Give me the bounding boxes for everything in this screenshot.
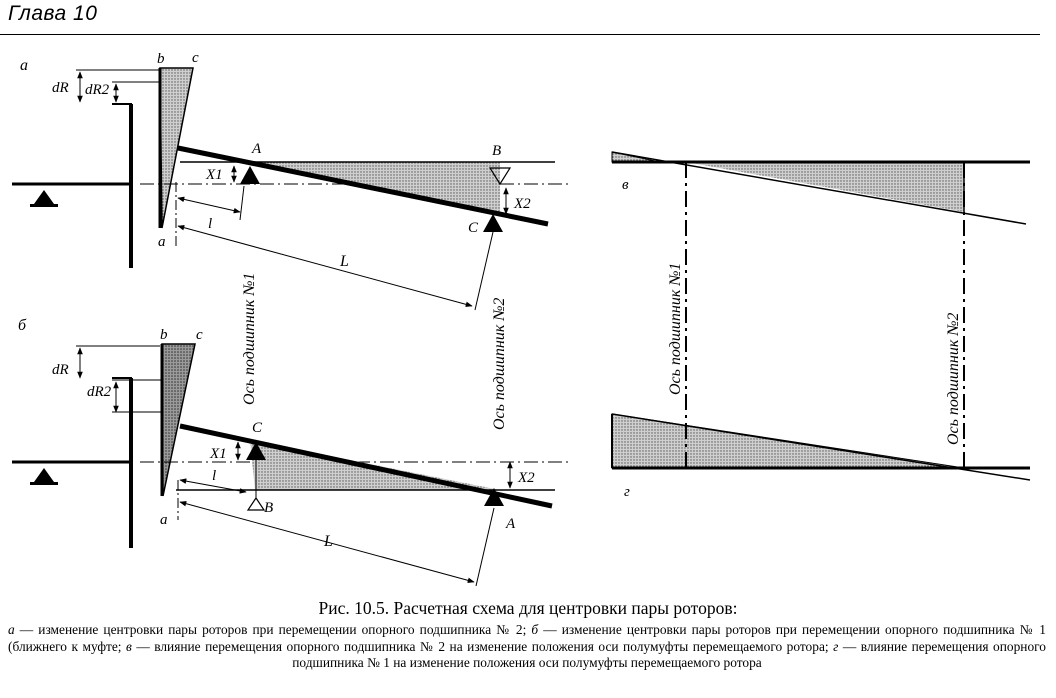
dR2-label-a: dR2 (85, 82, 110, 98)
dR-label-a: dR (52, 80, 69, 96)
panel-label-b: б (18, 317, 27, 334)
coupling-half-b (162, 344, 195, 496)
label-B-b: B (264, 500, 274, 516)
label-a-pivot-b: a (160, 512, 168, 528)
X1-label-b: X1 (210, 446, 227, 462)
bearing-1-axis-label: Ось подшипник №1 (241, 272, 258, 405)
caption-part-a: — изменение центровки пары роторов при перемещении опорного подшипника № 2; (14, 622, 532, 637)
caption-text (8, 622, 1046, 672)
left-bearing-base (30, 204, 58, 207)
caption-title: Рис. 10.5. Расчетная схема для центровки пары роторов: (318, 598, 738, 618)
caption-letter-a: а (8, 622, 15, 637)
label-A-a: A (252, 141, 262, 157)
label-c-a: c (192, 50, 199, 66)
panel-g (612, 414, 1030, 500)
caption-part-v: — влияние перемещения опорного подшипника № 2 на изменение положения оси полумуфты перемещаемого ротора; (131, 638, 834, 654)
bearing-1-axis-label-right: Ось подшипник №1 (667, 262, 684, 395)
label-c-b: c (196, 327, 203, 343)
caption-part-b: — изменение центровки пары роторов при перемещении опорного подшипника № 1 (ближнего к муфте; (8, 622, 1047, 654)
bearing-2-axis-label: Ось подшипник №2 (491, 297, 508, 430)
left-bearing-base-b (30, 482, 58, 485)
bearing-2-a (483, 214, 503, 232)
label-A-b: A (506, 516, 516, 532)
label-C-a: C (468, 220, 479, 236)
label-b-b: b (160, 327, 168, 343)
L-ext-b (476, 508, 494, 586)
caption-letter-b: б (531, 622, 539, 637)
panel-v (612, 152, 1030, 224)
panel-label-g: г (624, 484, 630, 500)
panel-b (12, 317, 570, 586)
X2-label-a: X2 (514, 196, 531, 212)
label-b-a: b (157, 51, 165, 67)
caption-part-g: — влияние перемещения опорного подшипника № 1 на изменение положения оси полумуфты перемещаемого ротора (292, 638, 1046, 671)
X1-label-a: X1 (206, 167, 223, 183)
caption-letter-g: г (833, 638, 839, 654)
chapter-header: Глава 10 (8, 2, 98, 25)
panel-label-a: а (20, 57, 28, 74)
dR-label-b: dR (52, 362, 69, 378)
bearing-1-old-b (248, 498, 264, 510)
panel-a (12, 50, 570, 310)
bearing-1-a (240, 166, 260, 184)
caption-letter-v: в (126, 638, 132, 654)
label-B-a: B (492, 143, 502, 159)
L-label-b: L (324, 533, 333, 550)
label-C-b: C (252, 420, 263, 436)
label-a-pivot-a: a (158, 234, 166, 250)
bearing-2-axis-label-right: Ось подшипник №2 (945, 312, 962, 445)
L-label-a: L (340, 253, 349, 270)
L-dim-a (178, 226, 472, 306)
panel-label-v: в (622, 177, 629, 193)
dR2-label-b: dR2 (87, 384, 112, 400)
l-label-a: l (208, 216, 213, 232)
left-bearing-support (34, 190, 54, 204)
X2-label-b: X2 (518, 470, 535, 486)
l-ext-a (240, 186, 244, 220)
l-label-b: l (212, 468, 217, 484)
l-dim-a (178, 198, 240, 212)
left-bearing-support-b (34, 468, 54, 482)
displacement-area-v (686, 162, 964, 212)
